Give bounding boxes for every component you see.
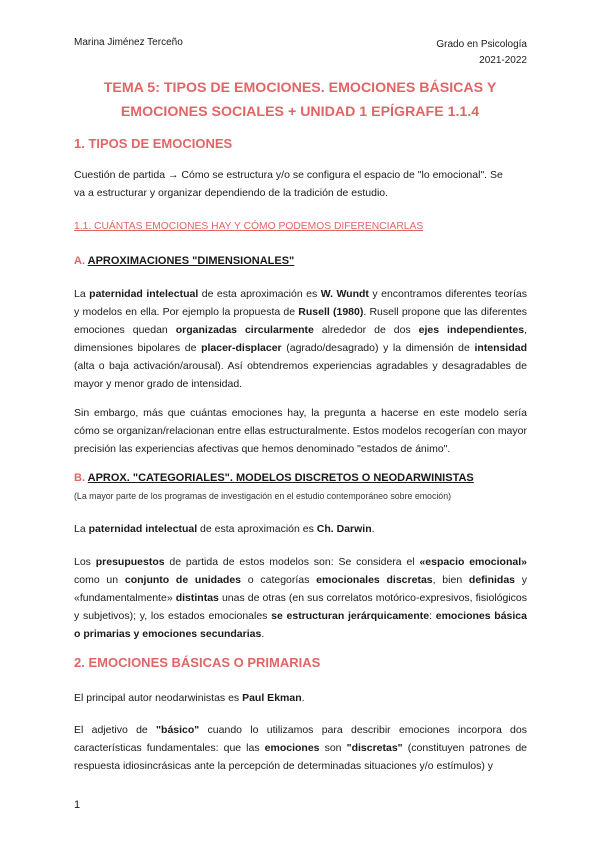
bold-text: emociones básica o primarias y emociones secundarias xyxy=(74,610,527,640)
section-b-paragraph-1 xyxy=(74,520,527,538)
page-number: 1 xyxy=(74,799,81,811)
section-b-heading xyxy=(74,472,474,484)
text: : xyxy=(429,610,436,622)
text: Los xyxy=(74,556,96,568)
section-a-paragraph-2: Sin embargo, más que cuántas emociones hay, la pregunta a hacerse en este modelo sería cómo se organizan/relacionan entre ellas estructuralmente. Estos modelos recogerían con mayor precisión las experiencias afectivas que hemos denominado "estados de ánimo". xyxy=(74,407,527,455)
text: . xyxy=(371,523,375,535)
text: y encontramos diferentes teorías y modelos en ella. Por ejemplo la propuesta de xyxy=(74,288,527,318)
bold-text: emociones xyxy=(264,742,320,754)
title-line-1: TEMA 5: TIPOS DE EMOCIONES. EMOCIONES BÁSICAS Y xyxy=(103,80,497,96)
section-1-heading: 1. TIPOS DE EMOCIONES xyxy=(74,136,233,151)
text: de esta aproximación es xyxy=(198,288,321,300)
bold-text: "básico" xyxy=(156,724,200,736)
section-a-paragraph-1 xyxy=(74,285,527,393)
section-b-title: APROX. "CATEGORIALES". MODELOS DISCRETOS O NEODARWINISTAS xyxy=(87,472,474,484)
bold-text: "discretas" xyxy=(346,742,403,754)
bold-text: intensidad xyxy=(474,342,527,354)
bold-text: conjunto de unidades xyxy=(124,574,242,586)
bold-text: Rusell (1980) xyxy=(298,306,364,318)
text: . xyxy=(261,628,265,640)
bold-text: presupuestos xyxy=(95,556,165,568)
title-line-2: EMOCIONES SOCIALES + UNIDAD 1 EPÍGRAFE 1.1.4 xyxy=(120,104,480,120)
bold-text: Paul Ekman xyxy=(242,692,302,704)
text: (alta o baja activación/arousal). Así obtendremos experiencias agradables y desagradables de mayor y menor grado de intensidad. xyxy=(74,360,527,390)
text: y «fundamentalmente» xyxy=(74,574,527,604)
bold-text: ejes independientes xyxy=(418,324,525,336)
bold-text: se estructuran jerárquicamente xyxy=(271,610,430,622)
subsection-1-1-heading: 1.1. CUÁNTAS EMOCIONES HAY Y CÓMO PODEMOS DIFERENCIARLAS xyxy=(74,221,424,232)
section-b-paragraph-2 xyxy=(74,553,527,643)
text: , dimensiones bipolares de xyxy=(74,324,527,354)
header-degree: Grado en Psicología xyxy=(436,39,527,50)
text: o categorías xyxy=(241,574,317,586)
text: . Rusell propone que las diferentes emociones quedan xyxy=(74,306,527,336)
bold-text: paternidad intelectual xyxy=(89,288,199,300)
text: de partida de estos modelos son: Se considera el xyxy=(164,556,420,568)
bold-text: organizadas circularmente xyxy=(175,324,314,336)
text: como un xyxy=(74,574,125,586)
bold-text: Ch. Darwin xyxy=(316,523,372,535)
text: alrededor de dos xyxy=(313,324,419,336)
text: unas de otras (en sus correlatos motórico-expresivos, fisiológicos y subjetivos); y, los estados emocionales xyxy=(74,592,527,622)
bold-text: distintas xyxy=(175,592,219,604)
text: El principal autor neodarwinistas es xyxy=(74,692,243,704)
bold-text: emocionales discretas xyxy=(316,574,433,586)
text: El adjetivo de xyxy=(74,724,157,736)
document-title xyxy=(60,76,540,124)
section-2-paragraph-2 xyxy=(74,721,527,775)
header-right xyxy=(436,37,527,69)
bold-text: placer-displacer xyxy=(201,342,282,354)
bold-text: W. Wundt xyxy=(320,288,369,300)
text: de esta aproximación es xyxy=(197,523,317,535)
section-1-intro xyxy=(74,166,527,202)
section-a-heading xyxy=(74,255,294,267)
text: La xyxy=(74,288,90,300)
section-a-letter: A. xyxy=(74,255,85,267)
intro-line-2: va a estructurar y organizar dependiendo de la tradición de estudio. xyxy=(74,187,389,199)
intro-line-1: Cuestión de partida → Cómo se estructura y/o se configura el espacio de "lo emocional". Se xyxy=(74,169,503,181)
text: cuando lo utilizamos para describir emociones incorpora dos características fundamentales: que las xyxy=(74,724,527,754)
text: (constituyen patrones de respuesta idiosincrásicas ante la percepción de determinadas situaciones y/o estímulos) y xyxy=(74,742,528,772)
section-b-letter: B. xyxy=(74,472,85,484)
bold-text: definidas xyxy=(468,574,515,586)
section-2-paragraph-1 xyxy=(74,689,527,707)
text: , bien xyxy=(432,574,469,586)
bold-text: «espacio emocional» xyxy=(419,556,527,568)
header-year: 2021-2022 xyxy=(479,55,527,66)
text: . xyxy=(301,692,305,704)
section-b-note: (La mayor parte de los programas de investigación en el estudio contemporáneo sobre emoción) xyxy=(74,491,452,501)
text: La xyxy=(74,523,89,535)
bold-text: paternidad intelectual xyxy=(88,523,198,535)
section-a-title: APROXIMACIONES "DIMENSIONALES" xyxy=(87,255,295,267)
text: son xyxy=(319,742,347,754)
text: (agrado/desagrado) y la dimensión de xyxy=(281,342,475,354)
header-author: Marina Jiménez Terceño xyxy=(74,37,183,48)
section-2-heading: 2. EMOCIONES BÁSICAS O PRIMARIAS xyxy=(74,655,321,670)
